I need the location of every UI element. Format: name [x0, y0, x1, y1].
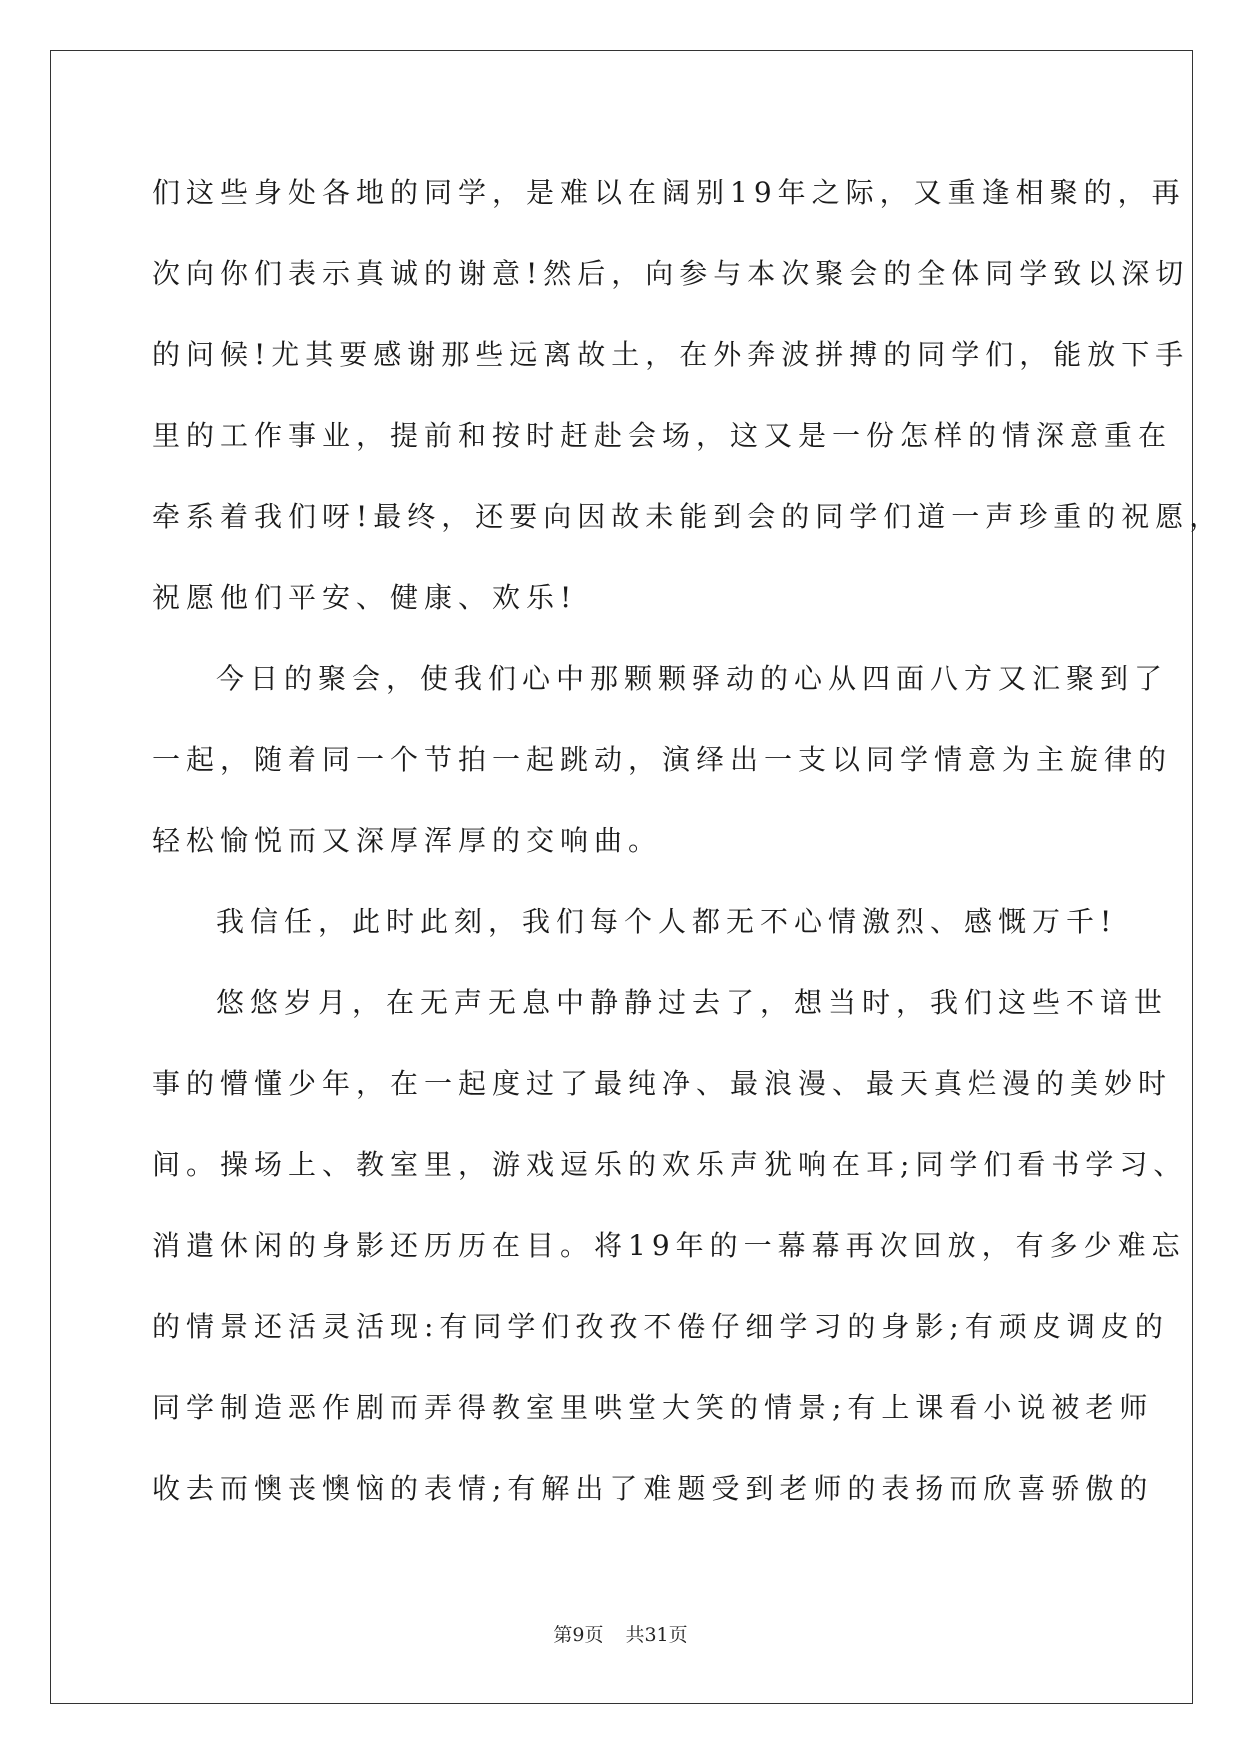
text-line: 同学制造恶作剧而弄得教室里哄堂大笑的情景;有上课看小说被老师	[152, 1391, 1154, 1424]
text-line: 次向你们表示真诚的谢意!然后，向参与本次聚会的全体同学致以深切	[152, 257, 1190, 290]
text-line: 里的工作事业，提前和按时赶赴会场，这又是一份怎样的情深意重在	[152, 419, 1173, 452]
page-total: 共31页	[625, 1624, 688, 1646]
page-footer	[0, 1620, 1241, 1647]
text-line: 一起，随着同一个节拍一起跳动，演绎出一支以同学情意为主旋律的	[152, 743, 1173, 776]
document-body	[152, 152, 1224, 1529]
text-line: 收去而懊丧懊恼的表情;有解出了难题受到老师的表扬而欣喜骄傲的	[152, 1472, 1154, 1505]
text-line: 轻松愉悦而又深厚浑厚的交响曲。	[152, 824, 663, 857]
text-line: 的问候!尤其要感谢那些远离故土，在外奔波拼搏的同学们，能放下手	[152, 338, 1190, 371]
text-line: 祝愿他们平安、健康、欢乐!	[152, 581, 578, 614]
text-line: 们这些身处各地的同学，是难以在阔别19年之际，又重逢相聚的，再	[152, 176, 1186, 209]
paragraph-start-line: 我信任，此时此刻，我们每个人都无不心情激烈、感慨万千!	[216, 905, 1118, 938]
page-number: 第9页	[553, 1624, 604, 1646]
paragraph-start-line: 悠悠岁月，在无声无息中静静过去了，想当时，我们这些不谙世	[216, 986, 1169, 1019]
text-line: 间。操场上、教室里，游戏逗乐的欢乐声犹响在耳;同学们看书学习、	[152, 1148, 1188, 1181]
text-line: 消遣休闲的身影还历历在目。将19年的一幕幕再次回放，有多少难忘	[152, 1229, 1186, 1262]
text-line: 牵系着我们呀!最终，还要向因故未能到会的同学们道一声珍重的祝愿，	[152, 500, 1224, 533]
text-line: 事的懵懂少年，在一起度过了最纯净、最浪漫、最天真烂漫的美妙时	[152, 1067, 1173, 1100]
paragraph-start-line: 今日的聚会，使我们心中那颗颗驿动的心从四面八方又汇聚到了	[216, 662, 1169, 695]
text-line: 的情景还活灵活现:有同学们孜孜不倦仔细学习的身影;有顽皮调皮的	[152, 1310, 1169, 1343]
